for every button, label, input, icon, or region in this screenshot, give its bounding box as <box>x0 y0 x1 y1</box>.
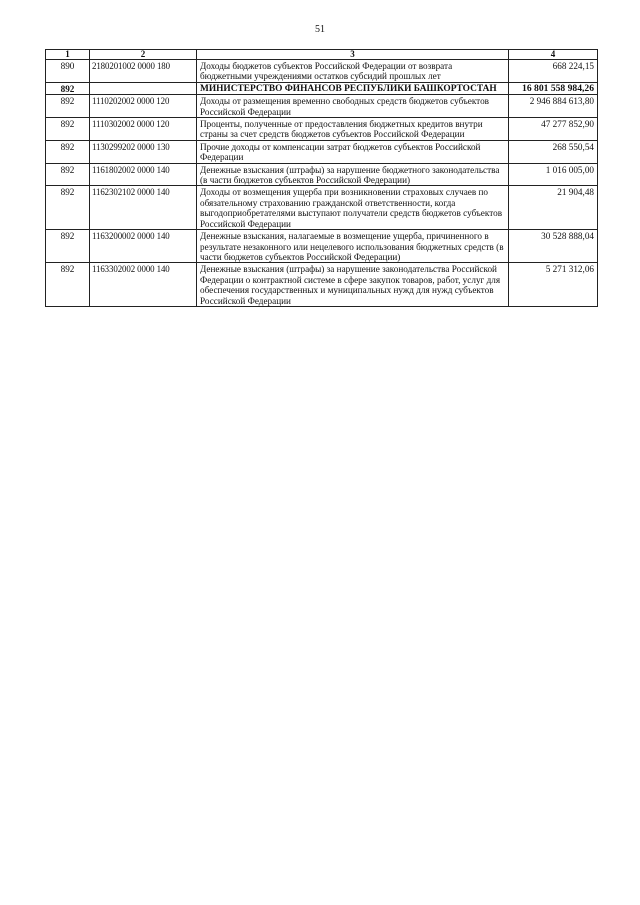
admin-code-cell: 892 <box>46 82 90 94</box>
header-col-3: 3 <box>197 50 509 60</box>
table-row <box>46 140 598 163</box>
table-body <box>46 60 598 307</box>
amount-cell: 21 904,48 <box>509 186 598 230</box>
table-row <box>46 263 598 307</box>
table-row <box>46 163 598 186</box>
revenue-description-cell: Денежные взыскания (штрафы) за нарушение законодательства Российской Федерации о контрактной системе в сфере закупок товаров, работ, услуг для обеспечения государственных и муниципальных нужд для нужд субъектов Российской Федерации <box>197 263 509 307</box>
table-row <box>46 118 598 141</box>
admin-code-cell: 892 <box>46 140 90 163</box>
revenue-description-cell: Денежные взыскания, налагаемые в возмещение ущерба, причиненного в результате незаконного или нецелевого использования бюджетных средств (в части бюджетов субъектов Российской Федерации) <box>197 230 509 263</box>
revenue-description-cell: Денежные взыскания (штрафы) за нарушение бюджетного законодательства (в части бюджетов субъектов Российской Федерации) <box>197 163 509 186</box>
table-header <box>46 50 598 60</box>
admin-code-cell: 892 <box>46 95 90 118</box>
budget-classification-code-cell: 1163302002 0000 140 <box>90 263 197 307</box>
revenue-description-cell: Доходы от возмещения ущерба при возникновении страховых случаев по обязательному страхованию гражданской ответственности, когда выгодоприобретателями выступают получатели средств бюджетов субъектов Российской Федерации <box>197 186 509 230</box>
admin-code-cell: 892 <box>46 163 90 186</box>
amount-cell: 268 550,54 <box>509 140 598 163</box>
header-row <box>46 50 598 60</box>
admin-code-cell: 892 <box>46 263 90 307</box>
amount-cell: 2 946 884 613,80 <box>509 95 598 118</box>
budget-classification-code-cell: 1110202002 0000 120 <box>90 95 197 118</box>
budget-classification-code-cell <box>90 82 197 94</box>
table-row <box>46 82 598 94</box>
budget-classification-code-cell: 2180201002 0000 180 <box>90 60 197 83</box>
budget-classification-code-cell: 1110302002 0000 120 <box>90 118 197 141</box>
revenue-description-cell: Доходы бюджетов субъектов Российской Федерации от возврата бюджетными учреждениями остатков субсидий прошлых лет <box>197 60 509 83</box>
revenue-description-cell: Прочие доходы от компенсации затрат бюджетов субъектов Российской Федерации <box>197 140 509 163</box>
page-number: 51 <box>315 24 325 35</box>
revenue-description-cell: МИНИСТЕРСТВО ФИНАНСОВ РЕСПУБЛИКИ БАШКОРТОСТАН <box>197 82 509 94</box>
header-col-2: 2 <box>90 50 197 60</box>
header-col-4: 4 <box>509 50 598 60</box>
revenue-table <box>45 49 598 307</box>
budget-classification-code-cell: 1130299202 0000 130 <box>90 140 197 163</box>
amount-cell: 16 801 558 984,26 <box>509 82 598 94</box>
table-row <box>46 60 598 83</box>
revenue-description-cell: Доходы от размещения временно свободных средств бюджетов субъектов Российской Федерации <box>197 95 509 118</box>
amount-cell: 30 528 888,04 <box>509 230 598 263</box>
amount-cell: 5 271 312,06 <box>509 263 598 307</box>
budget-classification-code-cell: 1163200002 0000 140 <box>90 230 197 263</box>
amount-cell: 1 016 005,00 <box>509 163 598 186</box>
table-row <box>46 95 598 118</box>
budget-classification-code-cell: 1162302102 0000 140 <box>90 186 197 230</box>
header-col-1: 1 <box>46 50 90 60</box>
revenue-description-cell: Проценты, полученные от предоставления бюджетных кредитов внутри страны за счет средств бюджетов субъектов Российской Федерации <box>197 118 509 141</box>
admin-code-cell: 890 <box>46 60 90 83</box>
admin-code-cell: 892 <box>46 230 90 263</box>
amount-cell: 668 224,15 <box>509 60 598 83</box>
table-row <box>46 230 598 263</box>
table-row <box>46 186 598 230</box>
budget-classification-code-cell: 1161802002 0000 140 <box>90 163 197 186</box>
admin-code-cell: 892 <box>46 186 90 230</box>
revenue-table-container <box>45 49 597 307</box>
amount-cell: 47 277 852,90 <box>509 118 598 141</box>
admin-code-cell: 892 <box>46 118 90 141</box>
